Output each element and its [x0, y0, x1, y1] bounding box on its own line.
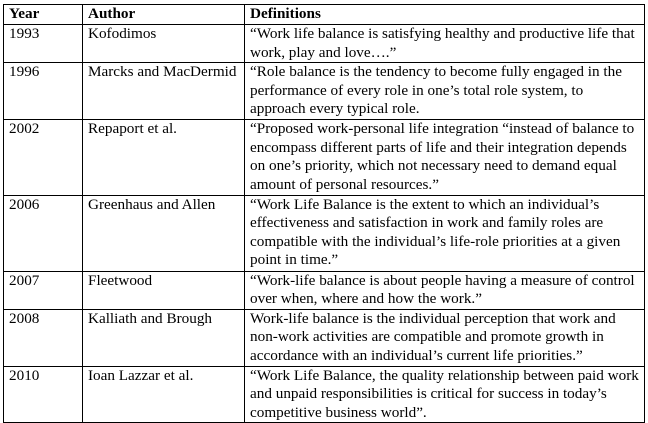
year-cell: 2006	[4, 195, 83, 271]
table-row	[4, 195, 645, 271]
table-row	[4, 271, 645, 309]
table-row	[4, 309, 645, 366]
author-cell: Repaport et al.	[83, 120, 245, 195]
year-cell: 2010	[4, 366, 83, 423]
author-cell: Kofodimos	[83, 25, 245, 63]
author-cell: Kalliath and Brough	[83, 309, 245, 366]
column-header-author: Author	[83, 5, 245, 25]
definition-cell: “Work life balance is satisfying healthy and productive life that work, play and love….”	[245, 25, 645, 63]
table-header-row	[4, 5, 645, 25]
table-row	[4, 25, 645, 63]
year-cell: 2008	[4, 309, 83, 366]
table-row	[4, 366, 645, 423]
year-cell: 2002	[4, 120, 83, 195]
year-cell: 1993	[4, 25, 83, 63]
definition-cell: “Work-life balance is about people having a measure of control over when, where and how the work.”	[245, 271, 645, 309]
definitions-table	[3, 4, 645, 423]
year-cell: 2007	[4, 271, 83, 309]
author-cell: Marcks and MacDermid	[83, 63, 245, 120]
definition-cell: “Work Life Balance, the quality relationship between paid work and unpaid responsibilities is critical for success in today’s competitive business world”.	[245, 366, 645, 423]
author-cell: Fleetwood	[83, 271, 245, 309]
table-row	[4, 120, 645, 195]
definition-cell: Work-life balance is the individual perception that work and non-work activities are compatible and promote growth in accordance with an individual’s current life priorities.”	[245, 309, 645, 366]
definition-cell: “Proposed work-personal life integration “instead of balance to encompass different parts of life and their integration depends on one’s priority, which not necessary need to demand equal amount of personal resources.”	[245, 120, 645, 195]
column-header-definitions: Definitions	[245, 5, 645, 25]
author-cell: Greenhaus and Allen	[83, 195, 245, 271]
author-cell: Ioan Lazzar et al.	[83, 366, 245, 423]
year-cell: 1996	[4, 63, 83, 120]
definition-cell: “Work Life Balance is the extent to which an individual’s effectiveness and satisfaction in work and family roles are compatible with the individual’s life-role priorities at a given point in time.”	[245, 195, 645, 271]
definition-cell: “Role balance is the tendency to become fully engaged in the performance of every role in one’s total role system, to approach every typical role.	[245, 63, 645, 120]
table-row	[4, 63, 645, 120]
column-header-year: Year	[4, 5, 83, 25]
